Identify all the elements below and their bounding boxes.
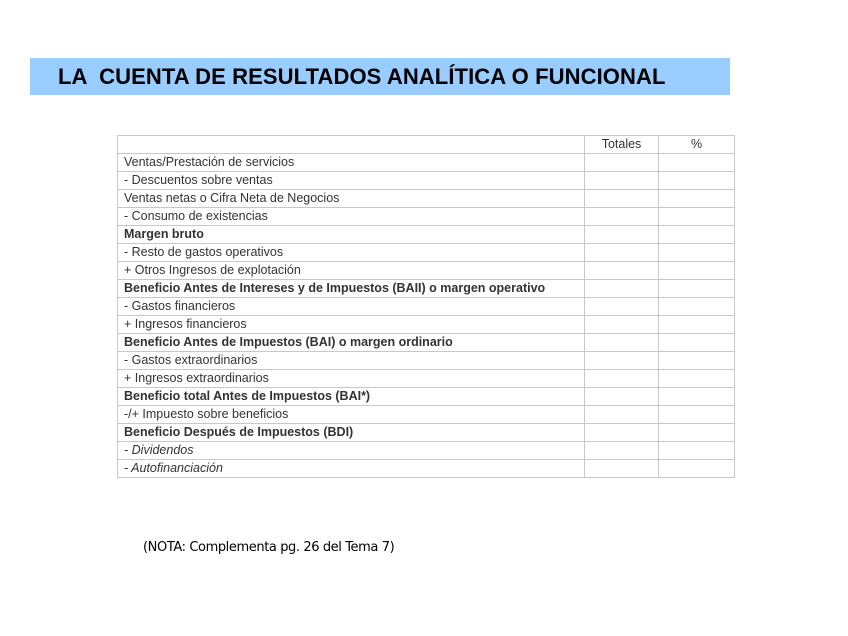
percent-cell — [659, 316, 735, 334]
percent-cell — [659, 190, 735, 208]
row-label: Margen bruto — [118, 226, 585, 244]
row-label: Ventas netas o Cifra Neta de Negocios — [118, 190, 585, 208]
totales-cell — [585, 442, 659, 460]
row-label: - Consumo de existencias — [118, 208, 585, 226]
percent-cell — [659, 370, 735, 388]
percent-cell — [659, 388, 735, 406]
percent-cell — [659, 208, 735, 226]
table-row — [118, 352, 735, 370]
totales-cell — [585, 154, 659, 172]
totales-cell — [585, 244, 659, 262]
row-label: Beneficio total Antes de Impuestos (BAI*) — [118, 388, 585, 406]
totales-cell — [585, 406, 659, 424]
totales-cell — [585, 334, 659, 352]
totales-cell — [585, 262, 659, 280]
totales-cell — [585, 208, 659, 226]
row-label: - Descuentos sobre ventas — [118, 172, 585, 190]
percent-cell — [659, 154, 735, 172]
header-percent: % — [659, 136, 735, 154]
row-label: + Ingresos extraordinarios — [118, 370, 585, 388]
row-label: + Ingresos financieros — [118, 316, 585, 334]
row-label: Beneficio Antes de Intereses y de Impuestos (BAII) o margen operativo — [118, 280, 585, 298]
totales-cell — [585, 424, 659, 442]
table-row — [118, 424, 735, 442]
table-row — [118, 460, 735, 478]
header-totales: Totales — [585, 136, 659, 154]
percent-cell — [659, 226, 735, 244]
totales-cell — [585, 370, 659, 388]
header-concept — [118, 136, 585, 154]
table-row — [118, 226, 735, 244]
percent-cell — [659, 262, 735, 280]
table-row — [118, 370, 735, 388]
totales-cell — [585, 280, 659, 298]
totales-cell — [585, 460, 659, 478]
totales-cell — [585, 352, 659, 370]
row-label: - Resto de gastos operativos — [118, 244, 585, 262]
row-label: - Autofinanciación — [118, 460, 585, 478]
row-label: + Otros Ingresos de explotación — [118, 262, 585, 280]
table-row — [118, 316, 735, 334]
table-row — [118, 154, 735, 172]
table-row — [118, 208, 735, 226]
percent-cell — [659, 406, 735, 424]
percent-cell — [659, 244, 735, 262]
row-label: Beneficio Antes de Impuestos (BAI) o margen ordinario — [118, 334, 585, 352]
percent-cell — [659, 172, 735, 190]
totales-cell — [585, 190, 659, 208]
row-label: - Gastos extraordinarios — [118, 352, 585, 370]
title-banner — [30, 58, 730, 95]
row-label: Ventas/Prestación de servicios — [118, 154, 585, 172]
table-row — [118, 190, 735, 208]
percent-cell — [659, 424, 735, 442]
percent-cell — [659, 334, 735, 352]
totales-cell — [585, 172, 659, 190]
percent-cell — [659, 352, 735, 370]
page-title: LA CUENTA DE RESULTADOS ANALÍTICA O FUNCIONAL — [58, 64, 666, 89]
percent-cell — [659, 442, 735, 460]
table-row — [118, 172, 735, 190]
totales-cell — [585, 316, 659, 334]
row-label: - Gastos financieros — [118, 298, 585, 316]
row-label: -/+ Impuesto sobre beneficios — [118, 406, 585, 424]
note-text: (NOTA: Complementa pg. 26 del Tema 7) — [143, 540, 395, 555]
row-label: Beneficio Después de Impuestos (BDI) — [118, 424, 585, 442]
percent-cell — [659, 460, 735, 478]
percent-cell — [659, 280, 735, 298]
table-row — [118, 262, 735, 280]
table-row — [118, 406, 735, 424]
table-row — [118, 442, 735, 460]
table-row — [118, 334, 735, 352]
table-header-row — [118, 136, 735, 154]
income-statement-table — [117, 135, 735, 478]
row-label: - Dividendos — [118, 442, 585, 460]
totales-cell — [585, 388, 659, 406]
table-row — [118, 388, 735, 406]
table-row — [118, 280, 735, 298]
percent-cell — [659, 298, 735, 316]
table-row — [118, 244, 735, 262]
table-row — [118, 298, 735, 316]
totales-cell — [585, 298, 659, 316]
totales-cell — [585, 226, 659, 244]
